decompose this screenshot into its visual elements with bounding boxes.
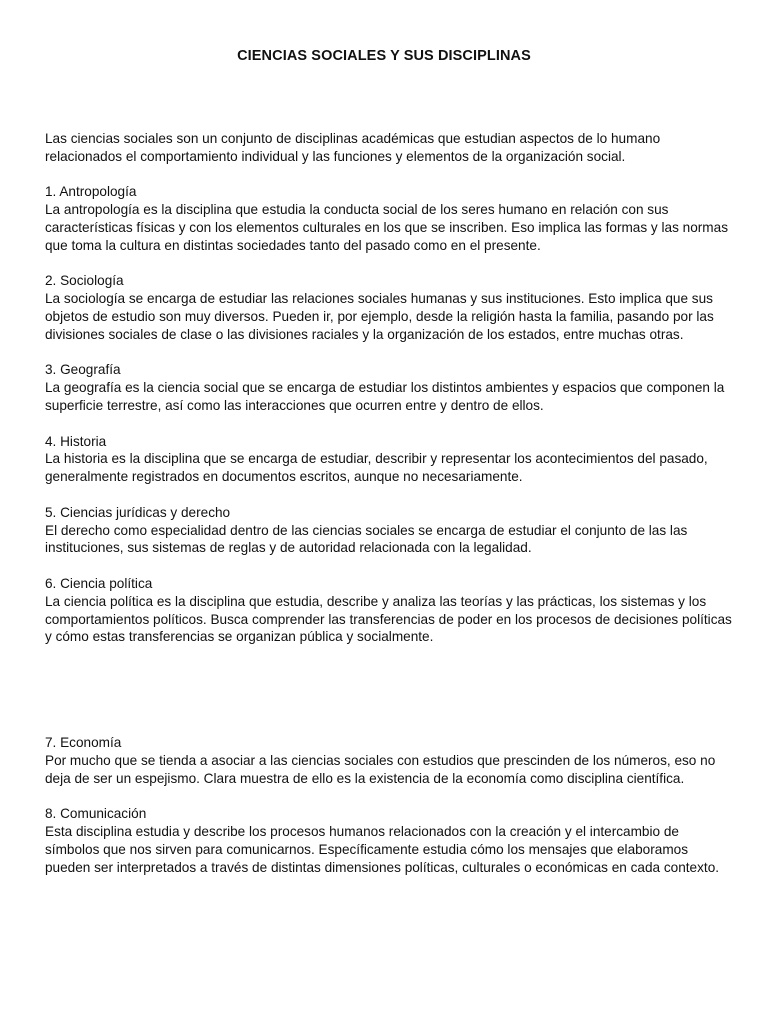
section-text: La historia es la disciplina que se encarga de estudiar, describir y representar los acontecimientos del pasado, generalmente registrados en documentos escritos, aunque no necesariamente. (45, 451, 708, 485)
section-heading: 4. Historia (45, 433, 107, 449)
intro-paragraph (45, 130, 735, 166)
section-ciencia-politica (45, 575, 735, 646)
section-heading: 1. Antropología (45, 184, 137, 200)
section-heading: 7. Economía (45, 735, 122, 751)
section-comunicacion (45, 805, 735, 876)
section-antropologia (45, 183, 735, 254)
section-text: La geografía es la ciencia social que se encarga de estudiar los distintos ambientes y espacios que componen la superficie terrestre, así como las interacciones que ocurren entre y dentro de ellos. (45, 380, 725, 413)
section-historia (45, 433, 735, 486)
section-text: El derecho como especialidad dentro de las ciencias sociales se encarga de estudiar el conjunto de las las instituciones, sus sistemas de reglas y de autoridad relacionada con la legalidad. (45, 522, 688, 556)
document-title: CIENCIAS SOCIALES Y SUS DISCIPLINAS (237, 48, 531, 64)
document-body (45, 130, 735, 876)
section-text: La ciencia política es la disciplina que estudia, describe y analiza las teorías y las prácticas, los sistemas y los comportamientos políticos. Busca comprender las transferencias de poder en los procesos de decisiones políticas y cómo estas transferencias se organizan pública y socialmente. (45, 593, 732, 645)
section-text: Por mucho que se tienda a asociar a las ciencias sociales con estudios que prescinden de los números, eso no deja de ser un espejismo. Clara muestra de ello es la existencia de la economía como disciplina científica. (45, 752, 716, 786)
section-text: La antropología es la disciplina que estudia la conducta social de los seres humano en relación con sus características físicas y con los elementos culturales en los que se inscriben. Eso implica las formas y las normas que toma la cultura en distintas sociedades tanto del pasado como en el presente. (45, 202, 728, 253)
section-sociologia (45, 272, 735, 343)
section-heading: 2. Sociología (45, 273, 124, 289)
section-heading: 5. Ciencias jurídicas y derecho (45, 504, 231, 520)
section-heading: 3. Geografía (45, 362, 121, 378)
section-text: La sociología se encarga de estudiar las relaciones sociales humanas y sus instituciones. Esto implica que sus objetos de estudio son muy diversos. Pueden ir, por ejemplo, desde la religión hasta la familia, pasando por las divisiones sociales de clase o las divisiones raciales y la organización de los estados, entre muchas otras. (45, 291, 714, 342)
section-economia (45, 734, 735, 787)
section-heading: 6. Ciencia política (45, 575, 153, 591)
section-geografia (45, 361, 735, 414)
intro-text: Las ciencias sociales son un conjunto de disciplinas académicas que estudian aspectos de lo humano relacionados el comportamiento individual y las funciones y elementos de la organización social. (45, 131, 661, 164)
section-ciencias-juridicas (45, 504, 735, 557)
section-text: Esta disciplina estudia y describe los procesos humanos relacionados con la creación y el intercambio de símbolos que nos sirven para comunicarnos. Específicamente estudia cómo los mensajes que elaboramos pueden ser interpretados a través de distintas dimensiones políticas, culturales o económicas en cada contexto. (45, 824, 720, 875)
section-heading: 8. Comunicación (45, 806, 147, 822)
